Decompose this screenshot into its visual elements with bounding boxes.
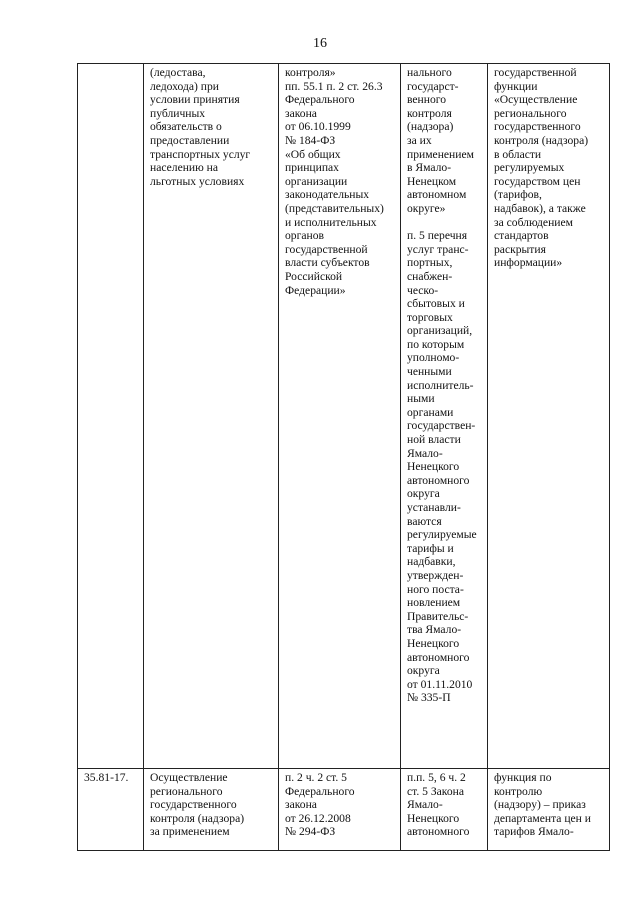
cell-text-line: государственного — [494, 120, 581, 134]
cell-text-line: обязательств о — [150, 120, 222, 134]
cell-text-line: стандартов — [494, 229, 549, 243]
cell-text-line: применением — [407, 147, 474, 161]
table-row — [78, 64, 610, 769]
cell-text-line: условии принятия — [150, 93, 240, 107]
cell-text-line: функции — [494, 79, 538, 93]
cell-text-line: округа — [407, 487, 440, 501]
regional-act-cell — [401, 64, 488, 769]
cell-text-line: сбытовых и — [407, 297, 465, 311]
federal-law-cell — [279, 769, 401, 851]
cell-text-line: «Осуществление — [494, 93, 578, 107]
cell-text-line: п. 5 перечня — [407, 229, 468, 243]
cell-text-line: регулируемых — [494, 161, 565, 175]
cell-text-line: «Об общих — [285, 147, 341, 161]
cell-text-line: от 01.11.2010 — [407, 677, 473, 691]
cell-text-line: устанавли- — [407, 501, 461, 514]
cell-text-line: и исполнительных — [285, 215, 377, 229]
cell-text-line: регионального — [150, 784, 223, 798]
cell-text-line: органов — [285, 229, 324, 243]
cell-text-line: раскрытия — [494, 242, 546, 256]
cell-text-line: автономного — [407, 650, 470, 664]
cell-text-line: округе» — [407, 201, 446, 215]
cell-text-line: от 26.12.2008 — [285, 811, 351, 825]
cell-text-line: предоставлении — [150, 133, 230, 147]
cell-text-line: Федерации» — [285, 283, 346, 297]
cell-text-line: (надзору) – приказ — [494, 798, 586, 812]
cell-text-line: государственного — [150, 798, 237, 812]
cell-text-line: п.п. 5, 6 ч. 2 — [407, 771, 466, 784]
cell-text-line: портных, — [407, 256, 453, 270]
cell-text-line: населению на — [150, 161, 219, 175]
cell-text-line: № 335-П — [407, 691, 451, 705]
implementation-form-cell — [488, 64, 610, 769]
cell-text-line: организации — [285, 174, 348, 188]
federal-law-cell — [279, 64, 401, 769]
cell-text-line: тва Ямало- — [407, 623, 462, 637]
cell-text-line: органами — [407, 405, 454, 419]
cell-text-line: ледохода) при — [150, 79, 220, 93]
table-row — [78, 769, 610, 851]
cell-text-line: по которым — [407, 337, 465, 351]
cell-text-line: регулируемые — [407, 528, 477, 542]
row-number-cell: 35.81-17. — [78, 769, 144, 851]
cell-text-line: закона — [285, 106, 317, 120]
cell-text-line: Федерального — [285, 93, 355, 107]
cell-text-line: ными — [407, 392, 435, 406]
cell-text-line: регионального — [494, 106, 567, 120]
cell-text-line: Ямало- — [407, 798, 443, 812]
cell-text-line: государством цен — [494, 174, 581, 188]
cell-text-line: ного поста- — [407, 582, 464, 596]
cell-text-line: новлением — [407, 596, 461, 610]
cell-text-line: № 294-ФЗ — [285, 825, 336, 839]
cell-text-line: уполномо- — [407, 351, 460, 365]
cell-text-line: ченными — [407, 365, 452, 379]
cell-text-line: Ямало- — [407, 446, 443, 460]
cell-text-line: за соблюдением — [494, 215, 573, 229]
cell-text-line: ческо- — [407, 283, 439, 297]
cell-text-line: Ненецкого — [407, 636, 460, 650]
cell-text-line: (тарифов, — [494, 188, 542, 202]
cell-text-line: (ледостава, — [150, 66, 206, 79]
cell-text-line: торговых — [407, 310, 453, 324]
cell-text-line: (надзора) — [407, 120, 454, 134]
cell-text-line: Федерального — [285, 784, 355, 798]
cell-text-line: снабжен- — [407, 269, 453, 283]
cell-text-line: утвержден- — [407, 568, 464, 582]
cell-text-line: Ненецкого — [407, 811, 460, 825]
cell-text-line: от 06.10.1999 — [285, 120, 351, 134]
cell-text-line: тарифов Ямало- — [494, 825, 574, 839]
cell-text-line: контроля» — [285, 66, 336, 79]
cell-text-line: контроля (надзора) — [150, 811, 245, 825]
function-name-cell — [144, 64, 279, 769]
paragraph-gap — [407, 216, 483, 230]
cell-text-line: власти субъектов — [285, 256, 370, 270]
cell-text-line: тарифы и — [407, 541, 454, 555]
cell-text-line: закона — [285, 798, 317, 812]
cell-text-line: ной власти — [407, 433, 461, 447]
cell-text-line: транспортных услуг — [150, 147, 251, 161]
cell-text-line: № 184-ФЗ — [285, 133, 336, 147]
cell-text-line: исполнитель- — [407, 378, 474, 392]
row-number-cell — [78, 64, 144, 769]
cell-text-line: публичных — [150, 106, 206, 120]
cell-text-line: нального — [407, 66, 452, 79]
cell-text-line: льготных условиях — [150, 174, 245, 188]
cell-text-line: п. 2 ч. 2 ст. 5 — [285, 771, 347, 784]
cell-text-line: государствен- — [407, 419, 476, 433]
cell-text-line: государст- — [407, 79, 459, 93]
function-name-cell — [144, 769, 279, 851]
cell-text-line: Правительс- — [407, 609, 469, 623]
cell-text-line: надбавки, — [407, 555, 456, 569]
cell-text-line: Осуществление — [150, 771, 228, 784]
cell-text-line: принципах — [285, 161, 339, 175]
regional-act-cell — [401, 769, 488, 851]
cell-text-line: контролю — [494, 784, 543, 798]
cell-text-line: контроля — [407, 106, 452, 120]
cell-text-line: Ненецкого — [407, 460, 460, 474]
cell-text-line: надбавок), а также — [494, 201, 586, 215]
cell-text-line: за их — [407, 133, 432, 147]
cell-text-line: ваются — [407, 514, 442, 528]
cell-text-line: автономного — [407, 825, 470, 839]
cell-text-line: государственной — [494, 66, 577, 79]
cell-text-line: ст. 5 Закона — [407, 784, 464, 798]
cell-text-line: автономного — [407, 473, 470, 487]
implementation-form-cell — [488, 769, 610, 851]
cell-text-line: услуг транс- — [407, 242, 469, 256]
cell-text-line: венного — [407, 93, 447, 107]
cell-text-line: Российской — [285, 269, 343, 283]
cell-text-line: (представительных) — [285, 201, 384, 215]
cell-text-line: за применением — [150, 825, 230, 839]
cell-text-line: в области — [494, 147, 542, 161]
cell-text-line: государственной — [285, 242, 368, 256]
cell-text-line: автономном — [407, 188, 467, 202]
cell-text-line: в Ямало- — [407, 161, 452, 175]
cell-text-line: Ненецком — [407, 174, 457, 188]
cell-text-line: функция по — [494, 771, 552, 784]
regulation-table — [77, 63, 610, 851]
cell-text-line: организаций, — [407, 324, 473, 338]
cell-text-line: законодательных — [285, 188, 370, 202]
cell-text-line: контроля (надзора) — [494, 133, 589, 147]
cell-text-line: департамента цен и — [494, 811, 591, 825]
page-number: 16 — [313, 36, 327, 51]
cell-text-line: округа — [407, 664, 440, 678]
cell-text-line: пп. 55.1 п. 2 ст. 26.3 — [285, 79, 383, 93]
cell-text-line: информации» — [494, 256, 563, 270]
